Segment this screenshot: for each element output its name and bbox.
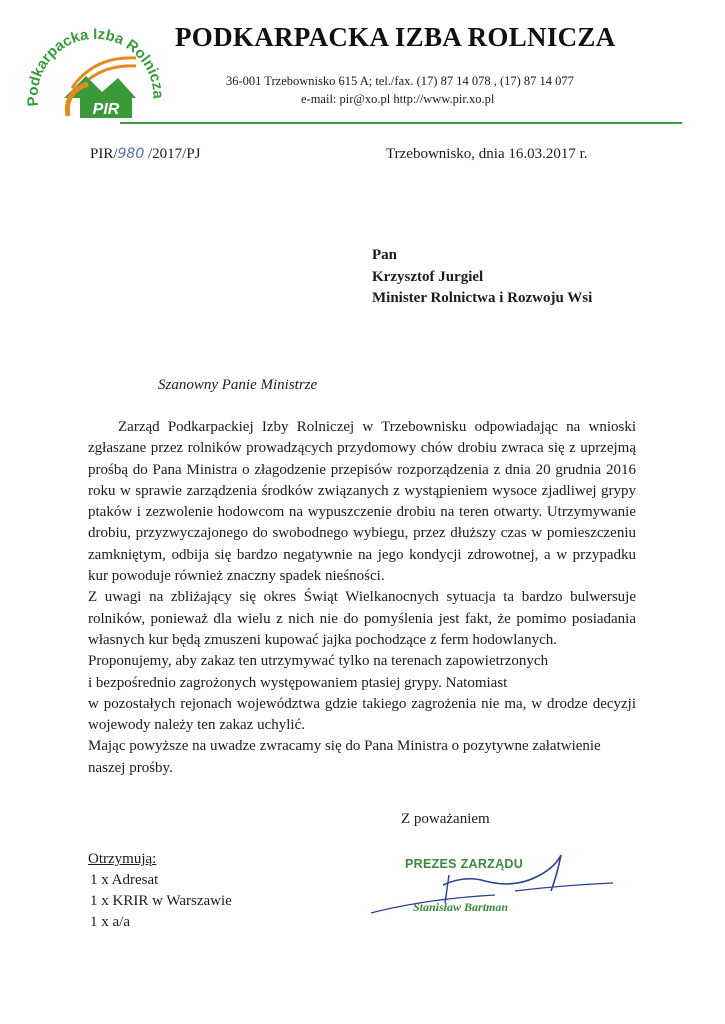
copies-item: 1 x KRIR w Warszawie	[90, 893, 232, 909]
stamp-name: Stanisław Bartman	[413, 900, 509, 914]
recipient-line-3: Minister Rolnictwa i Rozwoju Wsi	[372, 290, 593, 306]
recipient-line-2: Krzysztof Jurgiel	[372, 268, 484, 285]
letter-body	[88, 417, 636, 779]
organization-address: 36-001 Trzebownisko 615 A; tel./fax. (17) 87 14 078 , (17) 87 14 077	[226, 74, 574, 88]
reference-prefix: PIR/	[90, 146, 118, 162]
recipient-line-1: Pan	[372, 247, 398, 263]
organization-contact: e-mail: pir@xo.pl http://www.pir.xo.pl	[301, 92, 495, 106]
header-divider	[120, 122, 682, 124]
copies-item: 1 x a/a	[90, 914, 130, 930]
reference-suffix: /2017/PJ	[148, 146, 201, 162]
logo-arc-text: Podkarpacka Izba Rolnicza	[24, 25, 167, 107]
organization-name: PODKARPACKA IZBA ROLNICZA	[175, 22, 616, 52]
handwritten-signature	[365, 845, 630, 930]
closing-phrase: Z poważaniem	[401, 811, 490, 827]
salutation: Szanowny Panie Ministrze	[158, 377, 318, 393]
copies-heading: Otrzymują:	[88, 851, 157, 867]
pir-logo	[24, 18, 174, 128]
body-paragraph-3c: w pozostałych rejonach województwa gdzie takiego zagrożenia nie ma, w drodze decyzji wojewody należy ten zakaz uchylić.	[88, 695, 636, 734]
body-paragraph-3b: i bezpośrednio zagrożonych występowaniem ptasiej grypy. Natomiast	[88, 674, 508, 691]
recipient-block	[372, 245, 592, 310]
body-paragraph-2: Z uwagi na zbliżający się okres Świąt Wielkanocnych sytuacja ta bardzo bulwersuje rolników, ponieważ dla wielu z nich nie do pomyślenia jest fakt, że pomimo posiadania własnych kur będą zmuszeni kupować jajka pochodzące z ferm hodowlanych.	[88, 589, 636, 648]
body-paragraph-3a: Proponujemy, aby zakaz ten utrzymywać tylko na terenach zapowietrzonych	[88, 653, 549, 670]
signature-stamp	[365, 845, 630, 930]
reference-handwritten-number: 980	[117, 146, 145, 162]
body-paragraph-4: Mając powyższe na uwadze zwracamy się do Pana Ministra o pozytywne załatwienie naszej prośby.	[88, 738, 601, 776]
body-paragraph-1: Zarząd Podkarpackiej Izby Rolniczej w Trzebownisku odpowiadając na wnioski zgłaszane przez rolników prowadzących przydomowy chów drobiu zwraca się z uprzejmą prośbą do Pana Ministra o złagodzenie przepisów rozporządzenia z dnia 20 grudnia 2016 roku w sprawie zarządzenia środków związanych z wystąpieniem wysoce zjadliwej grypy ptaków i zezwolenie hodowcom na wypuszczenie drobiu na teren otwarty. Utrzymywanie drobiu, przyzwyczajonego do swobodnego wybiegu, przez dłuższy czas w pomieszczeniu zamkniętym, odbija się bardzo negatywnie na jego kondycji zdrowotnej, a w przypadku kur powoduje również znaczny spadek nieśności.	[88, 419, 636, 585]
logo-badge: PIR	[92, 101, 120, 118]
copies-list	[88, 849, 232, 933]
stamp-title: PREZES ZARZĄDU	[405, 857, 524, 871]
place-and-date: Trzebownisko, dnia 16.03.2017 r.	[386, 146, 588, 162]
copies-item: 1 x Adresat	[90, 872, 159, 888]
reference-number	[90, 146, 201, 163]
